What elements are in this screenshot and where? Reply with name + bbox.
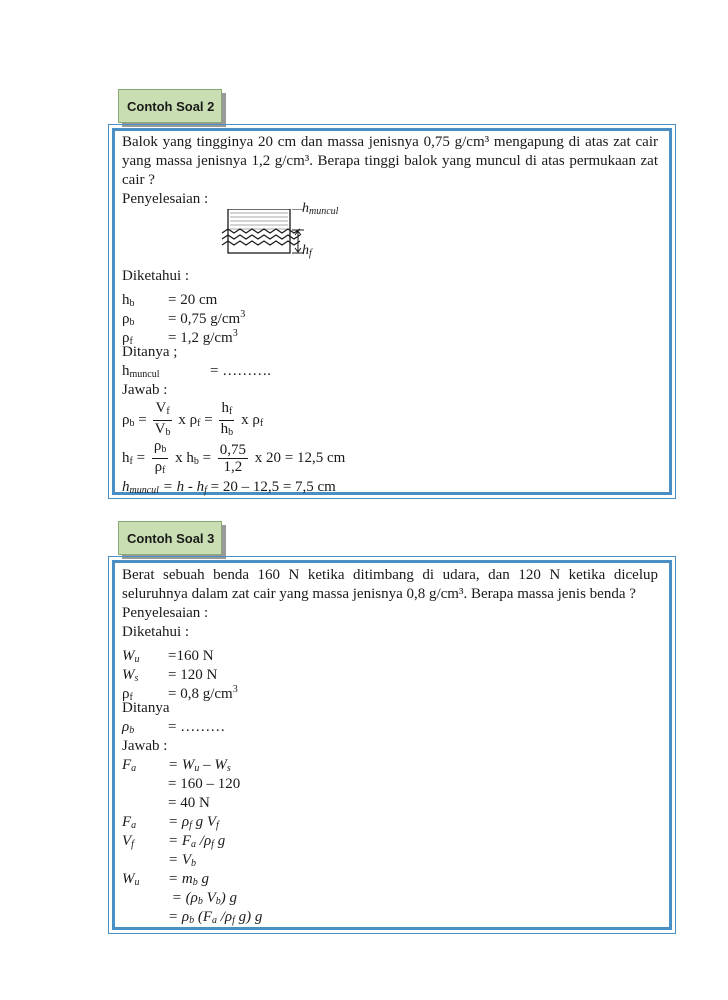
- given-hb: $h_b = 20$ cm: [122, 292, 218, 309]
- given-rho-f: $\rho_f = 1,2$ $g/cm^3$: [122, 328, 238, 347]
- section-tab-label: Contoh Soal 3: [127, 531, 215, 546]
- step-line: = ($\rho_b$ $V_b$) g: [168, 890, 237, 907]
- step-line: = $\rho_b$ ($F_a$ $/\rho_f$ g) g: [168, 909, 263, 926]
- floating-block-figure: [122, 209, 658, 267]
- step-line: = $V_b$: [168, 852, 197, 869]
- given-wu: $W_u =160$ N: [122, 648, 214, 665]
- step-line: $F_a = \rho_f$ g $V_f$: [122, 814, 219, 831]
- fraction-rhob-rhof: $\frac{\rho_b}{\rho_f}$: [153, 438, 167, 476]
- given-rho-b: $\rho_b = 0,75$ $g/cm^3$: [122, 309, 246, 328]
- ditanya-label: Ditanya ;: [122, 344, 178, 360]
- diketahui-label: Diketahui :: [122, 268, 190, 284]
- given-rho-f: $\rho_f = 0,8$ $g/cm^3$: [122, 684, 238, 703]
- block-diagram: [122, 201, 658, 267]
- step-line: $W_u = m_b$ g: [122, 871, 209, 888]
- asked-rho-b: $\rho_b$ = ………: [122, 719, 226, 736]
- equation-rho-b: $\rho_b$ = $\frac{V_f}{V_b}$ x $\rho_f$ = $\frac{h_f}{h_b}$ x $\rho_f$: [122, 400, 658, 438]
- ditanya-label: Ditanya: [122, 700, 170, 716]
- asked-h-muncul: $h_{muncul}$ = ……….: [122, 363, 271, 380]
- example-content-3: [122, 566, 658, 927]
- fraction-hf-hb: $\frac{h_f}{h_b}$: [220, 400, 234, 438]
- jawab-label: Jawab :: [122, 738, 168, 754]
- equation-hf: $h_f$ = $\frac{\rho_b}{\rho_f}$ x $h_b$ = $\frac{0,75}{1,2}$ x 20 = 12,5 cm: [122, 438, 658, 476]
- section-tab-label: Contoh Soal 2: [127, 99, 215, 114]
- penyelesaian-label: Penyelesaian :: [122, 191, 209, 207]
- fraction-vf-vb: $\frac{V_f}{V_b}$: [154, 400, 171, 438]
- final-answer: $h_{muncul} = h - h_f = 20 - 12,5 = 7,5$ cm: [122, 479, 336, 496]
- step-line: $V_f = F_a$ $/\rho_f$ g: [122, 833, 226, 850]
- solution-steps: [122, 756, 658, 927]
- example-content-2: [122, 133, 658, 497]
- given-ws: $W_s = 120$ N: [122, 667, 218, 684]
- problem-text: Balok yang tingginya 20 cm dan massa jenisnya 0,75 g/cm³ mengapung di atas zat cair yang massa jenisnya 1,2 g/cm³. Berapa tinggi balok yang muncul di atas permukaan zat cair ?: [122, 134, 658, 188]
- section-tab-soal-3: [118, 521, 222, 555]
- h-muncul-label: $h_{muncul}$: [302, 201, 339, 217]
- step-line: = 160 – 120: [168, 776, 241, 792]
- fraction-075-12: $\frac{0,75}{1,2}$: [219, 442, 247, 475]
- h-f-label: $h_f$: [302, 243, 312, 259]
- section-tab-soal-2: [118, 89, 222, 123]
- diketahui-label: Diketahui :: [122, 624, 190, 640]
- step-line: = 40 N: [168, 795, 210, 811]
- penyelesaian-label: Penyelesaian :: [122, 605, 209, 621]
- step-line: $F_a = W_u - W_s$: [122, 757, 231, 774]
- problem-text: Berat sebuah benda 160 N ketika ditimbang di udara, dan 120 N ketika dicelup seluruhnya dalam zat cair yang massa jenisnya 0,8 g/cm³. Berapa massa jenis benda ?: [122, 567, 658, 602]
- jawab-label: Jawab :: [122, 382, 168, 398]
